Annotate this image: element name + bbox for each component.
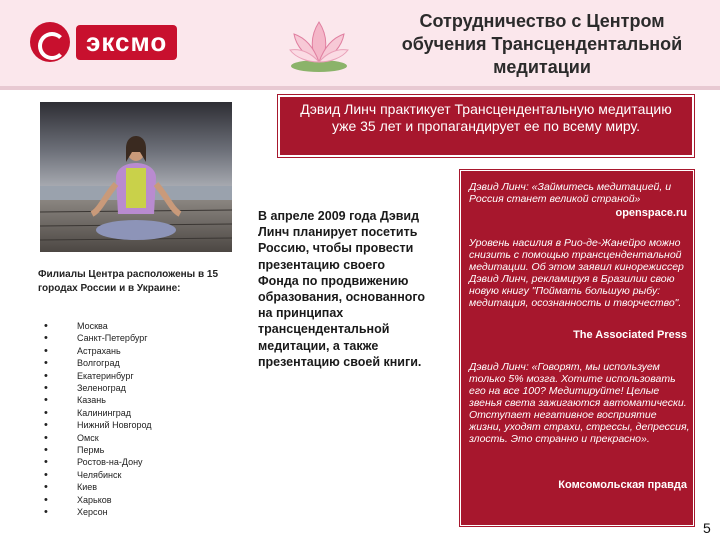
list-item: • Нижний Новгород [44, 419, 152, 431]
list-item: • Харьков [44, 494, 152, 506]
eksmo-logo [30, 20, 177, 64]
list-item: • Зеленоград [44, 382, 152, 394]
list-item: • Калининград [44, 407, 152, 419]
list-item: • Киев [44, 481, 152, 493]
page-title [372, 10, 712, 79]
meditation-photo [40, 102, 232, 252]
quote-3-source: Комсомольская правда [558, 479, 687, 491]
top-quote-box: Дэвид Линч практикует Трансцендентальную медитацию уже 35 лет и пропагандирует ее по всему миру. [278, 95, 694, 157]
list-item: • Астрахань [44, 345, 152, 357]
press-quotes-box [460, 170, 694, 526]
quote-3-text: Дэвид Линч: «Говорят, мы используем только 5% мозга. Хотите использовать его на все 100? Медитируйте! Целые звенья света зажигаются автоматически. Отступает негативное восприятие жизни, уходят страхи, стрессы, депрессия, злость. Это странно и прекрасно». [469, 361, 690, 445]
header-divider [0, 86, 720, 90]
list-item: • Ростов-на-Дону [44, 456, 152, 468]
lynch-visit-text: В апреле 2009 года Дэвид Линч планирует посетить Россию, чтобы провести презентацию своего Фонда по продвижению образования, основанного на принципах трансцендентальной медитации, а также презентацию своей книги. [258, 209, 426, 369]
list-item: • Челябинск [44, 469, 152, 481]
logo-swirl-icon [30, 22, 70, 62]
list-item: • Казань [44, 394, 152, 406]
logo-text: эксмо [76, 25, 177, 60]
title-line-3: медитации [493, 57, 591, 77]
title-line-1: Сотрудничество с Центром [419, 11, 665, 31]
list-item: • Екатеринбург [44, 370, 152, 382]
title-line-2: обучения Трансцендентальной [401, 34, 683, 54]
page-number: 5 [703, 520, 711, 536]
filials-heading: Филиалы Центра расположены в 15 городах России и в Украине: [38, 269, 219, 294]
cities-list [44, 320, 152, 519]
list-item: • Пермь [44, 444, 152, 456]
quote-1-source: openspace.ru [615, 207, 687, 219]
lotus-flower-icon [286, 16, 352, 76]
list-item: • Волгоград [44, 357, 152, 369]
quote-2-source: The Associated Press [573, 329, 687, 341]
list-item: • Санкт-Петербург [44, 332, 152, 344]
list-item: • Херсон [44, 506, 152, 518]
list-item: • Омск [44, 432, 152, 444]
list-item: • Москва [44, 320, 152, 332]
quote-2-text: Уровень насилия в Рио-де-Жанейро можно снизить с помощью трансцендентальной медитации. Об этом заявил кинорежиссер Дэвид Линч, рекламируя в Бразилии свою новую книгу "Поймать большую рыбу: медитация, осознанность и творчество". [469, 237, 684, 309]
quote-1-text: Дэвид Линч: «Займитесь медитацией, и Россия станет великой страной» [469, 181, 672, 205]
